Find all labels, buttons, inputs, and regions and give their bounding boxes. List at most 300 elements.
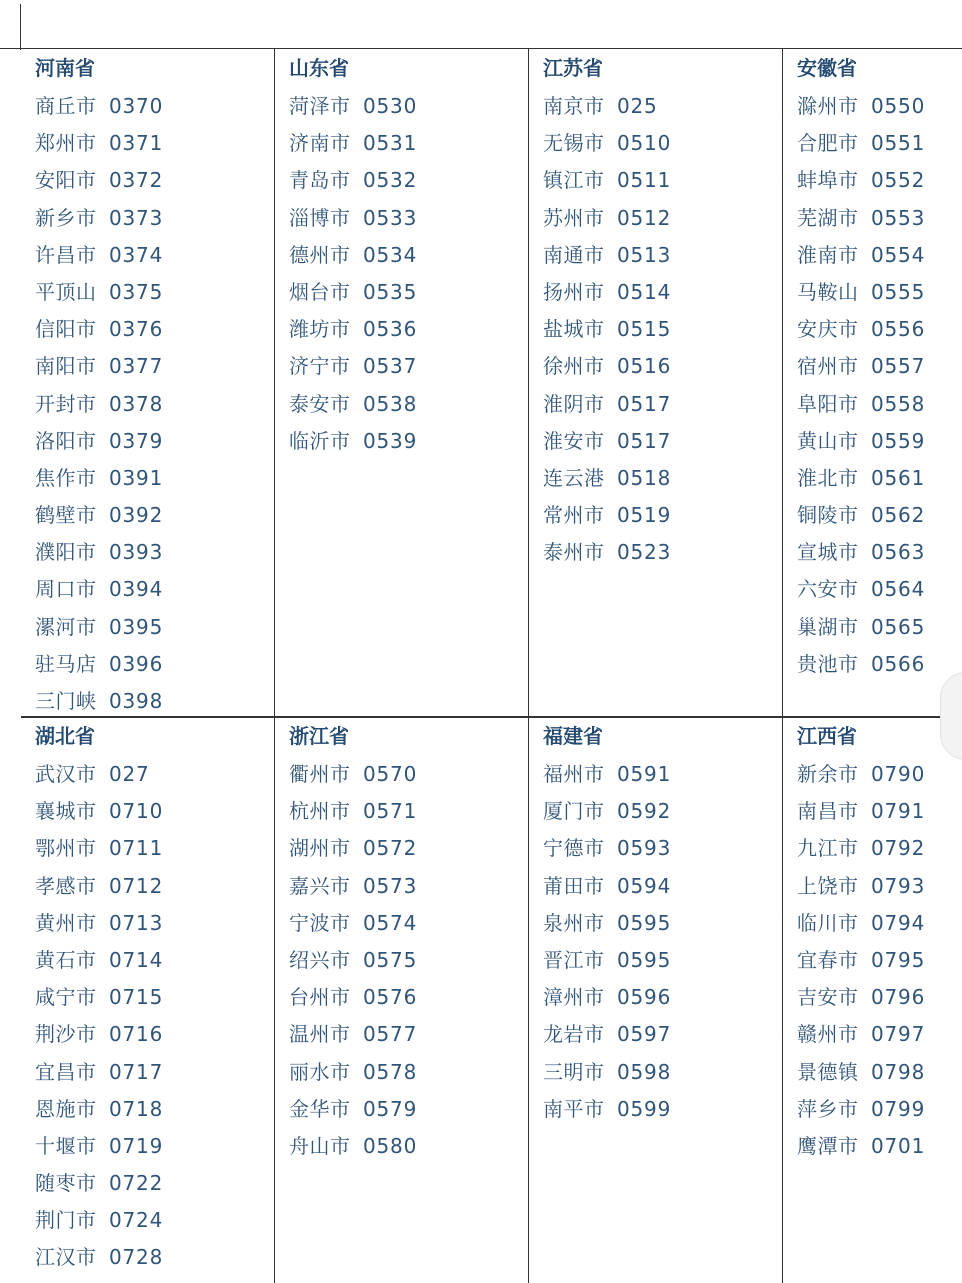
city-code-row [289, 311, 528, 348]
area-code: 0532 [363, 168, 418, 193]
area-code: 0591 [617, 762, 672, 786]
city-name: 泉州市 [543, 910, 605, 935]
city-code-row [543, 311, 782, 348]
city-code-row [543, 348, 782, 385]
area-code: 0517 [617, 428, 672, 453]
area-code: 0576 [363, 985, 418, 1010]
city-code-row [289, 125, 528, 162]
city-name: 温州市 [289, 1022, 351, 1047]
city-name: 舟山市 [289, 1133, 351, 1158]
city-name: 宿州市 [797, 354, 859, 379]
city-name: 新乡市 [35, 205, 97, 230]
area-code: 0531 [363, 131, 418, 156]
city-code-row [797, 1128, 962, 1165]
city-code-row [797, 423, 962, 460]
city-code-row [797, 646, 962, 683]
city-code-row [289, 423, 528, 460]
city-name: 临沂市 [289, 428, 351, 453]
city-name: 宁波市 [289, 910, 351, 935]
city-code-row [289, 868, 528, 905]
city-code-row [35, 423, 274, 460]
city-code-row [35, 348, 274, 385]
area-code: 0393 [109, 540, 164, 565]
city-name: 十堰市 [35, 1133, 97, 1158]
city-code-row [35, 386, 274, 423]
city-code-row [35, 1016, 274, 1053]
city-code-row [543, 200, 782, 237]
city-code-row [797, 88, 962, 125]
area-code: 0799 [871, 1096, 926, 1121]
city-code-row [543, 756, 782, 793]
area-code: 0551 [871, 131, 926, 156]
area-code: 0565 [871, 614, 926, 639]
area-code: 0377 [109, 354, 164, 379]
city-name: 泰安市 [289, 391, 351, 416]
area-code: 0578 [363, 1059, 418, 1084]
city-code-row [289, 348, 528, 385]
area-code: 0379 [109, 428, 164, 453]
area-code: 0715 [109, 985, 164, 1010]
area-code: 0701 [871, 1133, 926, 1158]
area-code: 0391 [109, 465, 164, 490]
city-name: 荆沙市 [35, 1022, 97, 1047]
city-code-row [797, 311, 962, 348]
city-code-row [797, 386, 962, 423]
area-code: 0570 [363, 762, 418, 786]
area-code: 0580 [363, 1133, 418, 1158]
area-code: 0556 [871, 317, 926, 342]
area-code: 025 [617, 94, 658, 118]
province-cell [783, 718, 962, 1283]
city-code-row [35, 793, 274, 830]
area-code: 0537 [363, 354, 418, 379]
city-code-row [797, 1091, 962, 1128]
city-code-row [797, 868, 962, 905]
area-code: 0554 [871, 242, 926, 267]
city-code-row [35, 460, 274, 497]
city-name: 南昌市 [797, 799, 859, 824]
city-name: 徐州市 [543, 354, 605, 379]
province-header: 山东省 [289, 56, 349, 80]
city-code-row [35, 274, 274, 311]
area-code: 0523 [617, 540, 672, 565]
area-code: 0718 [109, 1096, 164, 1121]
city-code-row [35, 1165, 274, 1202]
city-code-row [35, 905, 274, 942]
city-code-row [35, 942, 274, 979]
city-name: 黄州市 [35, 910, 97, 935]
area-code: 0599 [617, 1096, 672, 1121]
area-code: 0518 [617, 465, 672, 490]
city-name: 信阳市 [35, 317, 97, 342]
city-code-row [35, 1091, 274, 1128]
city-name: 咸宁市 [35, 985, 97, 1010]
city-name: 镇江市 [543, 168, 605, 193]
area-code: 0796 [871, 985, 926, 1010]
city-code-row [289, 88, 528, 125]
city-name: 淮安市 [543, 428, 605, 453]
area-code: 0798 [871, 1059, 926, 1084]
area-code: 0375 [109, 279, 164, 304]
city-code-row [35, 200, 274, 237]
city-name: 无锡市 [543, 131, 605, 156]
city-code-row [797, 793, 962, 830]
city-name: 平顶山 [35, 279, 97, 304]
city-name: 济南市 [289, 131, 351, 156]
area-code: 0514 [617, 279, 672, 304]
city-code-row [289, 979, 528, 1016]
city-name: 巢湖市 [797, 614, 859, 639]
city-code-row [35, 571, 274, 608]
city-name: 临川市 [797, 910, 859, 935]
city-code-row [289, 793, 528, 830]
province-cell [21, 718, 275, 1283]
area-code: 0538 [363, 391, 418, 416]
city-name: 漯河市 [35, 614, 97, 639]
city-code-row [289, 1054, 528, 1091]
area-code: 0517 [617, 391, 672, 416]
province-cell [21, 49, 275, 718]
city-name: 鹤壁市 [35, 503, 97, 528]
city-name: 合肥市 [797, 131, 859, 156]
area-code: 0597 [617, 1022, 672, 1047]
city-code-row [797, 1016, 962, 1053]
city-code-row [35, 1128, 274, 1165]
area-code: 0519 [617, 503, 672, 528]
city-name: 黄山市 [797, 428, 859, 453]
city-name: 芜湖市 [797, 205, 859, 230]
area-code: 0595 [617, 947, 672, 972]
city-code-row [35, 497, 274, 534]
area-code: 0558 [871, 391, 926, 416]
area-code: 0564 [871, 577, 926, 602]
area-code: 0792 [871, 836, 926, 861]
city-code-row [35, 88, 274, 125]
city-name: 阜阳市 [797, 391, 859, 416]
city-code-row [35, 1239, 274, 1276]
city-name: 吉安市 [797, 985, 859, 1010]
city-code-row [289, 942, 528, 979]
area-code: 0793 [871, 873, 926, 898]
area-code: 0516 [617, 354, 672, 379]
city-code-row [797, 125, 962, 162]
area-code: 0559 [871, 428, 926, 453]
city-name: 淮北市 [797, 465, 859, 490]
city-code-row [289, 237, 528, 274]
area-code: 0595 [617, 910, 672, 935]
city-name: 南平市 [543, 1096, 605, 1121]
city-code-row [543, 237, 782, 274]
area-code: 0512 [617, 205, 672, 230]
province-header: 江西省 [797, 724, 857, 748]
city-code-row [35, 311, 274, 348]
city-code-row [797, 905, 962, 942]
city-code-row [543, 534, 782, 571]
city-name: 黄石市 [35, 947, 97, 972]
area-code: 0396 [109, 651, 164, 676]
area-code: 0712 [109, 873, 164, 898]
province-header: 福建省 [543, 724, 603, 748]
area-code: 0553 [871, 205, 926, 230]
province-header: 江苏省 [543, 56, 603, 80]
city-code-row [289, 274, 528, 311]
city-code-row [543, 793, 782, 830]
area-code: 0790 [871, 762, 926, 786]
city-code-row [289, 1091, 528, 1128]
city-code-row [289, 1128, 528, 1165]
city-name: 衢州市 [289, 762, 351, 786]
province-header: 浙江省 [289, 724, 349, 748]
city-name: 宜昌市 [35, 1059, 97, 1084]
city-name: 铜陵市 [797, 503, 859, 528]
area-code: 0561 [871, 465, 926, 490]
city-name: 淮阴市 [543, 391, 605, 416]
city-code-row [543, 830, 782, 867]
city-name: 扬州市 [543, 279, 605, 304]
area-code: 0376 [109, 317, 164, 342]
city-name: 安庆市 [797, 317, 859, 342]
city-code-row [289, 830, 528, 867]
area-code: 0511 [617, 168, 672, 193]
area-code: 0563 [871, 540, 926, 565]
city-code-row [797, 1054, 962, 1091]
area-code: 0555 [871, 279, 926, 304]
area-code: 0572 [363, 836, 418, 861]
city-code-row [35, 868, 274, 905]
city-code-row [35, 756, 274, 793]
city-name: 青岛市 [289, 168, 351, 193]
city-name: 马鞍山 [797, 279, 859, 304]
city-code-row [35, 162, 274, 199]
area-code-table [21, 49, 962, 1283]
area-code: 0515 [617, 317, 672, 342]
area-code: 0513 [617, 242, 672, 267]
city-code-row [797, 237, 962, 274]
city-name: 苏州市 [543, 205, 605, 230]
area-code: 0795 [871, 947, 926, 972]
city-code-row [797, 979, 962, 1016]
city-code-row [543, 942, 782, 979]
city-code-row [797, 274, 962, 311]
province-header: 河南省 [35, 56, 95, 80]
area-code: 0598 [617, 1059, 672, 1084]
area-code: 0378 [109, 391, 164, 416]
area-code: 0794 [871, 910, 926, 935]
province-header: 安徽省 [797, 56, 857, 80]
city-name: 泰州市 [543, 540, 605, 565]
city-code-row [797, 571, 962, 608]
city-code-row [35, 237, 274, 274]
city-code-row [797, 162, 962, 199]
province-cell [529, 718, 783, 1283]
city-code-row [35, 1202, 274, 1239]
city-name: 开封市 [35, 391, 97, 416]
province-header: 湖北省 [35, 724, 95, 748]
city-name: 荆门市 [35, 1208, 97, 1233]
city-code-row [289, 905, 528, 942]
city-name: 绍兴市 [289, 947, 351, 972]
city-name: 宁德市 [543, 836, 605, 861]
city-name: 蚌埠市 [797, 168, 859, 193]
city-code-row [543, 274, 782, 311]
city-name: 赣州市 [797, 1022, 859, 1047]
city-code-row [543, 1091, 782, 1128]
city-code-row [35, 646, 274, 683]
city-code-row [797, 609, 962, 646]
city-code-row [543, 979, 782, 1016]
city-name: 淮南市 [797, 242, 859, 267]
city-code-row [543, 88, 782, 125]
city-code-row [797, 497, 962, 534]
city-code-row [797, 348, 962, 385]
city-name: 新余市 [797, 762, 859, 786]
city-name: 景德镇 [797, 1059, 859, 1084]
area-code: 0579 [363, 1096, 418, 1121]
area-code: 0728 [109, 1245, 164, 1270]
city-name: 连云港 [543, 465, 605, 490]
city-code-row [543, 497, 782, 534]
area-code: 0797 [871, 1022, 926, 1047]
area-code: 0534 [363, 242, 418, 267]
city-code-row [543, 905, 782, 942]
city-name: 三明市 [543, 1059, 605, 1084]
area-code: 0392 [109, 503, 164, 528]
city-code-row [797, 534, 962, 571]
area-code: 0550 [871, 94, 926, 118]
city-name: 南京市 [543, 94, 605, 118]
city-name: 恩施市 [35, 1096, 97, 1121]
area-code: 0539 [363, 428, 418, 453]
city-name: 杭州市 [289, 799, 351, 824]
province-cell [529, 49, 783, 718]
city-name: 潍坊市 [289, 317, 351, 342]
city-name: 鹰潭市 [797, 1133, 859, 1158]
area-code: 0562 [871, 503, 926, 528]
area-code: 0533 [363, 205, 418, 230]
floating-scroll-handle[interactable] [940, 672, 962, 760]
city-code-row [797, 830, 962, 867]
city-name: 驻马店 [35, 651, 97, 676]
area-code: 0535 [363, 279, 418, 304]
province-cell [275, 718, 529, 1283]
area-code: 0370 [109, 94, 164, 118]
city-name: 台州市 [289, 985, 351, 1010]
city-name: 湖州市 [289, 836, 351, 861]
city-name: 商丘市 [35, 94, 97, 118]
area-code: 0374 [109, 242, 164, 267]
city-name: 贵池市 [797, 651, 859, 676]
area-code: 0596 [617, 985, 672, 1010]
city-code-row [35, 830, 274, 867]
city-name: 盐城市 [543, 317, 605, 342]
city-name: 萍乡市 [797, 1096, 859, 1121]
city-name: 安阳市 [35, 168, 97, 193]
city-code-row [289, 162, 528, 199]
area-code: 0719 [109, 1133, 164, 1158]
city-code-row [35, 534, 274, 571]
city-code-row [543, 125, 782, 162]
area-code: 0557 [871, 354, 926, 379]
city-name: 孝感市 [35, 873, 97, 898]
area-code: 0710 [109, 799, 164, 824]
city-name: 济宁市 [289, 354, 351, 379]
area-code: 0717 [109, 1059, 164, 1084]
area-code: 0714 [109, 947, 164, 972]
city-name: 焦作市 [35, 465, 97, 490]
city-code-row [543, 1054, 782, 1091]
area-code: 0791 [871, 799, 926, 824]
area-code: 0716 [109, 1022, 164, 1047]
city-code-row [543, 423, 782, 460]
area-code: 0594 [617, 873, 672, 898]
area-code: 0398 [109, 689, 164, 713]
city-name: 常州市 [543, 503, 605, 528]
city-name: 德州市 [289, 242, 351, 267]
area-code: 0566 [871, 651, 926, 676]
city-code-row [289, 756, 528, 793]
city-code-row [35, 683, 274, 718]
area-code: 0394 [109, 577, 164, 602]
city-name: 南通市 [543, 242, 605, 267]
city-name: 襄城市 [35, 799, 97, 824]
city-code-row [797, 200, 962, 237]
area-code: 0575 [363, 947, 418, 972]
city-name: 郑州市 [35, 131, 97, 156]
city-name: 江汉市 [35, 1245, 97, 1270]
area-code: 0395 [109, 614, 164, 639]
city-name: 滁州市 [797, 94, 859, 118]
city-name: 上饶市 [797, 873, 859, 898]
area-code: 0536 [363, 317, 418, 342]
city-code-row [289, 200, 528, 237]
city-name: 洛阳市 [35, 428, 97, 453]
city-name: 淄博市 [289, 205, 351, 230]
city-code-row [543, 868, 782, 905]
area-code: 0573 [363, 873, 418, 898]
city-name: 许昌市 [35, 242, 97, 267]
city-code-row [543, 1016, 782, 1053]
city-name: 南阳市 [35, 354, 97, 379]
area-code: 0722 [109, 1171, 164, 1196]
city-name: 莆田市 [543, 873, 605, 898]
area-code: 027 [109, 762, 150, 786]
area-code: 0372 [109, 168, 164, 193]
city-name: 周口市 [35, 577, 97, 602]
area-code: 0713 [109, 910, 164, 935]
city-name: 九江市 [797, 836, 859, 861]
city-name: 厦门市 [543, 799, 605, 824]
area-code: 0574 [363, 910, 418, 935]
city-name: 金华市 [289, 1096, 351, 1121]
city-name: 武汉市 [35, 762, 97, 786]
city-name: 宜春市 [797, 947, 859, 972]
area-code: 0552 [871, 168, 926, 193]
province-cell [275, 49, 529, 718]
city-code-row [543, 386, 782, 423]
city-code-row [797, 756, 962, 793]
area-code: 0592 [617, 799, 672, 824]
city-code-row [543, 460, 782, 497]
area-code: 0593 [617, 836, 672, 861]
area-code: 0371 [109, 131, 164, 156]
province-cell [783, 49, 962, 718]
city-code-row [289, 1016, 528, 1053]
city-code-row [35, 609, 274, 646]
city-name: 丽水市 [289, 1059, 351, 1084]
area-code: 0577 [363, 1022, 418, 1047]
city-code-row [289, 386, 528, 423]
city-name: 宣城市 [797, 540, 859, 565]
